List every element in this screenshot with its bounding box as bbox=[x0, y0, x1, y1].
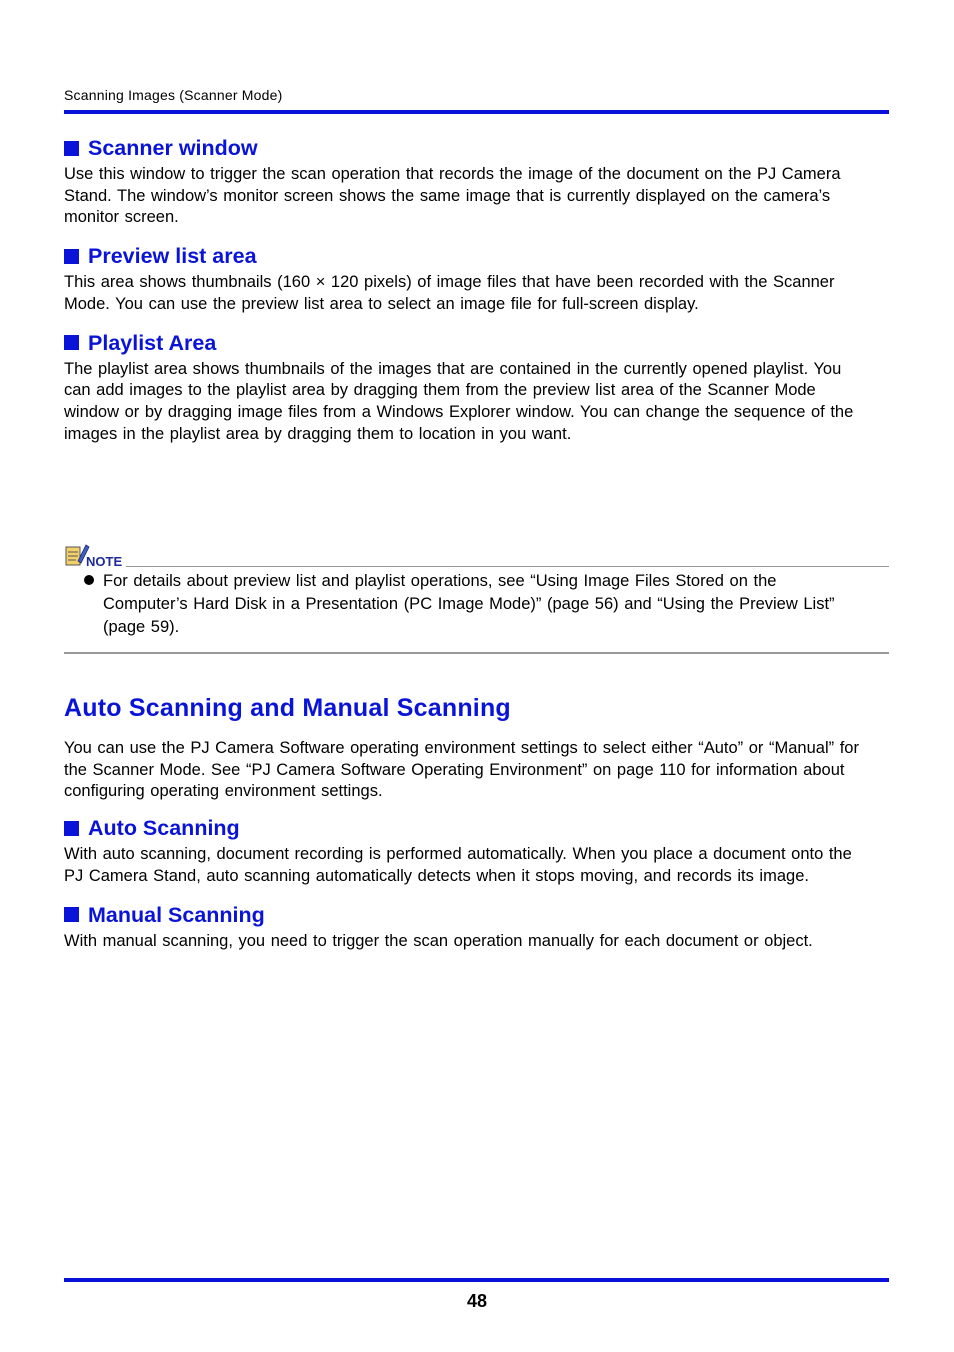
square-bullet-icon bbox=[64, 907, 79, 922]
section-body: This area shows thumbnails (160 × 120 pixels) of image files that have been recorded with the Scanner Mode. You can use the preview list area to select an image file for full-screen display. bbox=[64, 273, 835, 313]
square-bullet-icon bbox=[64, 821, 79, 836]
section-heading bbox=[64, 242, 854, 270]
section-playlist-area bbox=[64, 329, 854, 446]
section-heading bbox=[64, 134, 854, 162]
note-bottom-rule bbox=[64, 652, 889, 654]
section-heading bbox=[64, 329, 854, 357]
square-bullet-icon bbox=[64, 249, 79, 264]
section-heading-text: Manual Scanning bbox=[88, 902, 265, 927]
section-heading bbox=[64, 901, 859, 929]
main-heading: Auto Scanning and Manual Scanning bbox=[64, 694, 511, 722]
section-preview-list-area bbox=[64, 242, 854, 315]
section-body: With auto scanning, document recording is performed automatically. When you place a document onto the PJ Camera Stand, auto scanning automatically detects when it stops moving, and records its image. bbox=[64, 845, 852, 885]
section-auto-scanning bbox=[64, 814, 859, 887]
footer-rule bbox=[64, 1278, 889, 1282]
section-body: The playlist area shows thumbnails of the images that are contained in the currently opened playlist. You can add images to the playlist area by dragging them from the preview list area of the Scanner Mode window or by dragging image files from a Windows Explorer window. You can change the sequence of the images in the playlist area by dragging them to location in you want. bbox=[64, 359, 854, 443]
main-intro: You can use the PJ Camera Software operating environment settings to select either “Auto” or “Manual” for the Scanner Mode. See “PJ Camera Software Operating Environment” on page 110 for information about configuring operating environment settings. bbox=[64, 739, 859, 801]
section-scanner-window bbox=[64, 134, 854, 229]
section-heading-text: Scanner window bbox=[88, 136, 258, 160]
section-heading-text: Preview list area bbox=[88, 244, 257, 269]
section-body: Use this window to trigger the scan operation that records the image of the document on the PJ Camera Stand. The window’s monitor screen shows the same image that is currently displayed on the camera’s monitor screen. bbox=[64, 165, 841, 227]
note-box bbox=[64, 543, 889, 654]
square-bullet-icon bbox=[64, 335, 79, 350]
running-header: Scanning Images (Scanner Mode) bbox=[64, 87, 283, 103]
section-manual-scanning bbox=[64, 901, 859, 953]
bullet-dot-icon bbox=[84, 575, 94, 585]
note-top-rule bbox=[126, 566, 889, 567]
top-sections bbox=[64, 134, 854, 458]
section-heading bbox=[64, 814, 859, 842]
note-bullet-text: For details about preview list and playlist operations, see “Using Image Files Stored on the Computer’s Hard Disk in a Presentation (PC Image Mode)” (page 56) and “Using the Preview List” (page 59). bbox=[103, 572, 835, 636]
note-icon bbox=[64, 543, 122, 569]
section-body: With manual scanning, you need to trigger the scan operation manually for each document or object. bbox=[64, 931, 813, 950]
page-number: 48 bbox=[466, 1291, 488, 1311]
section-heading-text: Auto Scanning bbox=[88, 816, 240, 841]
bottom-sections bbox=[64, 738, 859, 965]
section-heading-text: Playlist Area bbox=[88, 330, 217, 355]
square-bullet-icon bbox=[64, 141, 79, 156]
header-rule bbox=[64, 110, 889, 114]
note-icon-label: NOTE bbox=[86, 554, 122, 569]
